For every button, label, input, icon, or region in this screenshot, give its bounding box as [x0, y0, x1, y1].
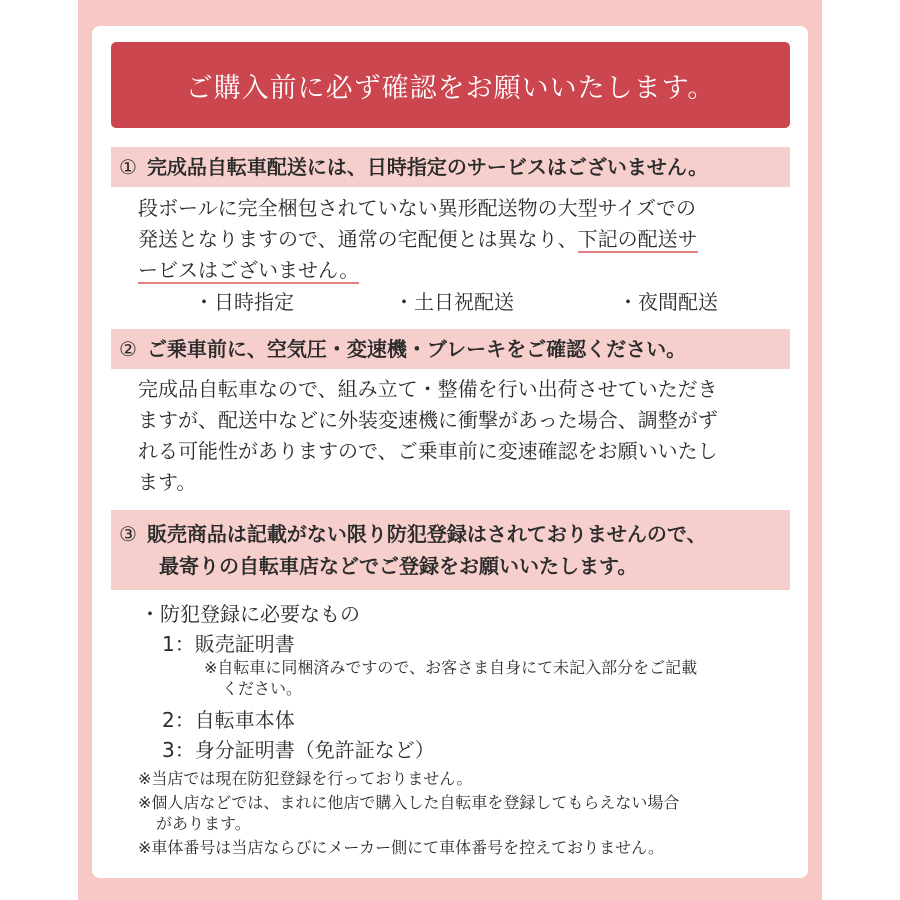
section-2-heading	[111, 329, 790, 369]
registration-item-2: 2：自転車本体	[162, 708, 295, 732]
section-2-body-line-4: ます。	[138, 470, 197, 494]
option-date-time: ・日時指定	[194, 290, 294, 314]
section-1-underlined-text-a: 下記の配送サ	[577, 227, 698, 251]
footnote-2-line-1: ※個人店などでは、まれに他店で購入した自転車を登録してもらえない場合	[138, 793, 680, 812]
section-2-body-line-2: ますが、配送中などに外装変速機に衝撃があった場合、調整がず	[138, 408, 718, 432]
section-3-number: ③	[119, 522, 137, 546]
section-3-heading	[111, 510, 790, 590]
footnote-3: ※車体番号は当店ならびにメーカー側にて車体番号を控えておりません。	[138, 838, 665, 857]
section-1-underlined-text-b: ービスはございません。	[138, 258, 360, 282]
section-2-body	[138, 374, 788, 498]
section-1-heading	[111, 147, 790, 187]
section-2-heading-text: ご乗車前に、空気圧・変速機・ブレーキをご確認ください。	[146, 337, 687, 361]
registration-list-title: ・防犯登録に必要なもの	[140, 602, 360, 626]
section-2-body-line-3: れる可能性がありますので、ご乗車前に変速確認をお願いいたし	[138, 439, 718, 463]
section-2-body-line-1: 完成品自転車なので、組み立て・整備を行い出荷させていただき	[138, 377, 718, 401]
notice-banner: ご購入前に必ず確認をお願いいたします。	[111, 42, 790, 128]
registration-item-1-note-line-1: ※自転車に同梱済みですので、お客さま自身にて未記入部分をご記載	[204, 658, 698, 677]
section-1-body-line-2: 発送となりますので、通常の宅配便とは異なり、	[138, 227, 578, 251]
section-1-heading-text: 完成品自転車配送には、日時指定のサービスはございません。	[146, 155, 709, 179]
registration-item-3: 3：身分証明書（免許証など）	[162, 738, 435, 762]
section-2-number: ②	[119, 337, 137, 361]
option-night: ・夜間配送	[618, 290, 718, 314]
section-3-heading-line-2: 最寄りの自転車店などでご登録をお願いいたします。	[159, 554, 638, 578]
section-3-heading-line-1: 販売商品は記載がない限り防犯登録はされておりませんので、	[146, 522, 707, 546]
footnote-2-line-2: があります。	[156, 814, 251, 833]
registration-item-1: 1：販売証明書	[162, 632, 295, 656]
footnote-1: ※当店では現在防犯登録を行っておりません。	[138, 769, 473, 788]
registration-item-1-note-line-2: ください。	[222, 679, 303, 698]
section-1-number: ①	[119, 155, 137, 179]
section-1-body-line-1: 段ボールに完全梱包されていない異形配送物の大型サイズでの	[138, 196, 696, 220]
option-weekend-holiday: ・土日祝配送	[394, 290, 514, 314]
section-1-body	[138, 193, 788, 286]
